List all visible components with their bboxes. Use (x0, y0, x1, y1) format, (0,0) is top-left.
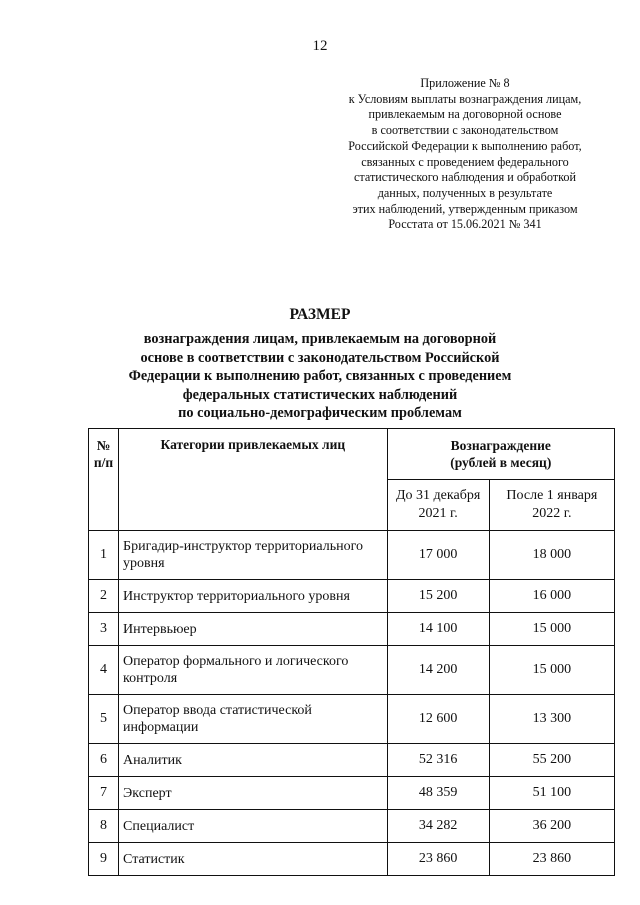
header-period-2022-line2: 2022 г. (532, 506, 572, 521)
rates-table (88, 428, 615, 876)
row-value-2022: 15 000 (489, 646, 614, 695)
appendix-line: данных, полученных в результате (377, 185, 553, 200)
table-row (89, 810, 615, 843)
row-number: 6 (89, 744, 119, 777)
row-value-2021: 48 359 (387, 777, 489, 810)
row-number: 1 (89, 531, 119, 580)
row-category: Статистик (119, 843, 388, 876)
row-value-2022: 18 000 (489, 531, 614, 580)
appendix-line: связанных с проведением федерального (361, 154, 569, 169)
row-value-2021: 15 200 (387, 580, 489, 613)
row-value-2021: 23 860 (387, 843, 489, 876)
row-number: 9 (89, 843, 119, 876)
table-row (89, 777, 615, 810)
table-row (89, 744, 615, 777)
header-period-2021-line2: 2021 г. (418, 506, 458, 521)
header-period-2022-line1: После 1 января (506, 488, 598, 503)
row-value-2021: 12 600 (387, 695, 489, 744)
subtitle-line: федеральных статистических наблюдений (182, 386, 458, 403)
row-value-2021: 17 000 (387, 531, 489, 580)
page-number: 12 (312, 38, 328, 54)
header-number-line1: № (96, 438, 111, 453)
appendix-line: Российской Федерации к выполнению работ, (348, 138, 582, 153)
subtitle-line: по социально-демографическим проблемам (178, 405, 462, 421)
document-title-block (0, 306, 640, 423)
appendix-line: к Условиям выплаты вознаграждения лицам, (348, 91, 582, 106)
table-row (89, 843, 615, 876)
table-row (89, 531, 615, 580)
table-row (89, 646, 615, 695)
row-value-2022: 36 200 (489, 810, 614, 843)
row-category: Оператор ввода статистической информации (119, 695, 388, 744)
appendix-line: Приложение № 8 (420, 76, 510, 90)
row-value-2021: 14 200 (387, 646, 489, 695)
header-period-2021 (387, 480, 489, 531)
table-row (89, 695, 615, 744)
table-row (89, 580, 615, 613)
row-category: Эксперт (119, 777, 388, 810)
row-category: Оператор формального и логического контроля (119, 646, 388, 695)
table-row (89, 613, 615, 646)
row-value-2022: 23 860 (489, 843, 614, 876)
row-value-2021: 52 316 (387, 744, 489, 777)
row-number: 5 (89, 695, 119, 744)
row-value-2022: 51 100 (489, 777, 614, 810)
row-category: Аналитик (119, 744, 388, 777)
row-category: Интервьюер (119, 613, 388, 646)
row-number: 2 (89, 580, 119, 613)
appendix-reference (300, 76, 630, 233)
appendix-line: этих наблюдений, утвержденным приказом (352, 201, 578, 216)
header-reward (387, 429, 614, 480)
header-reward-line2: (рублей в месяц) (450, 455, 552, 470)
header-number-line2: п/п (93, 455, 114, 470)
appendix-line: статистического наблюдения и обработкой (353, 170, 576, 185)
row-value-2022: 15 000 (489, 613, 614, 646)
row-category: Бригадир-инструктор территориального уровня (119, 531, 388, 580)
appendix-line: в соответствии с законодательством (371, 123, 559, 138)
appendix-line: Росстата от 15.06.2021 № 341 (388, 217, 542, 232)
row-category: Специалист (119, 810, 388, 843)
row-value-2021: 14 100 (387, 613, 489, 646)
row-number: 8 (89, 810, 119, 843)
subtitle-line: вознаграждения лицам, привлекаемым на договорной (143, 331, 497, 347)
subtitle-line: Федерации к выполнению работ, связанных с проведением (128, 368, 512, 384)
row-value-2021: 34 282 (387, 810, 489, 843)
subtitle-line: основе в соответствии с законодательством Российской (140, 349, 500, 366)
document-subtitle (0, 330, 640, 423)
row-number: 4 (89, 646, 119, 695)
appendix-line: привлекаемым на договорной основе (368, 107, 562, 122)
row-category: Инструктор территориального уровня (119, 580, 388, 613)
row-number: 7 (89, 777, 119, 810)
row-value-2022: 55 200 (489, 744, 614, 777)
header-reward-line1: Вознаграждение (450, 438, 551, 453)
document-title: РАЗМЕР (289, 306, 351, 323)
row-value-2022: 16 000 (489, 580, 614, 613)
header-period-2022 (489, 480, 614, 531)
row-value-2022: 13 300 (489, 695, 614, 744)
header-period-2021-line1: До 31 декабря (396, 488, 481, 503)
row-number: 3 (89, 613, 119, 646)
header-number (89, 429, 119, 531)
header-category: Категории привлекаемых лиц (119, 429, 388, 531)
